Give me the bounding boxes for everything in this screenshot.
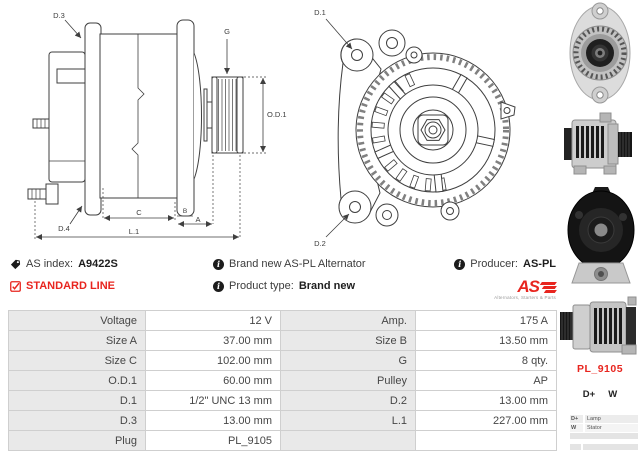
spec-label: O.D.1 [9, 371, 146, 391]
product-type-value: Brand new [298, 280, 356, 292]
info-icon [213, 259, 224, 270]
info-icon [454, 259, 465, 270]
legend-row [570, 415, 638, 423]
side-view-drawing [8, 3, 290, 253]
info-col-left [10, 256, 118, 300]
legend-empty-row [570, 444, 638, 450]
spec-label: Pulley [281, 371, 416, 391]
brand-new-text: Brand new AS-PL Alternator [229, 258, 366, 270]
dim-label-d4: D.4 [58, 224, 70, 233]
legend-empty-bar [570, 433, 638, 439]
standard-line [10, 278, 118, 294]
info-col-right [454, 256, 556, 302]
spec-label: Size C [9, 351, 146, 371]
table-row [9, 311, 557, 331]
table-row [9, 411, 557, 431]
plug-code: PL_9105 [576, 363, 624, 375]
spec-value: 13.00 mm [146, 411, 281, 431]
spec-label: Plug [9, 431, 146, 451]
spec-label: Voltage [9, 311, 146, 331]
spec-value [416, 431, 557, 451]
product-type-label: Product type: [229, 280, 294, 292]
spec-label: Amp. [281, 311, 416, 331]
spec-value: 13.00 mm [416, 391, 557, 411]
dim-label-d2: D.2 [314, 239, 326, 248]
info-icon [213, 281, 224, 292]
legend-pin: W [570, 424, 583, 432]
legend-row [570, 424, 638, 432]
plug-pin-legend [570, 415, 638, 450]
spec-value: 175 A [416, 311, 557, 331]
tag-icon [10, 259, 21, 270]
spec-value: 227.00 mm [416, 411, 557, 431]
product-photo-side-1 [560, 110, 640, 178]
legend-desc: Lamp [585, 415, 638, 423]
pin-label-dplus: D+ [582, 389, 596, 400]
as-pl-logo-text: AS [517, 277, 539, 296]
spec-label: L.1 [281, 411, 416, 431]
spec-value: 8 qty. [416, 351, 557, 371]
as-index-value: A9422S [78, 258, 118, 270]
product-type-line [213, 278, 366, 294]
front-view-drawing [288, 3, 558, 253]
as-pl-logo-tagline: Alternators, Starters & Parts [494, 295, 556, 300]
producer-label: Producer: [470, 258, 518, 270]
dim-label-od1: O.D.1 [267, 110, 287, 119]
producer-value: AS-PL [523, 258, 556, 270]
dim-label-b: B [182, 208, 188, 215]
table-row [9, 331, 557, 351]
spec-value: 13.50 mm [416, 331, 557, 351]
spec-label [281, 431, 416, 451]
as-pl-logo-stripes-icon [541, 281, 556, 294]
brand-new-line [213, 256, 366, 272]
table-row [9, 371, 557, 391]
spec-label: D.1 [9, 391, 146, 411]
as-index-line [10, 256, 118, 272]
spec-value: 12 V [146, 311, 281, 331]
legend-desc: Stator [585, 424, 638, 432]
dim-label-d1: D.1 [314, 8, 326, 17]
dim-label-c: C [136, 208, 142, 217]
spec-label: G [281, 351, 416, 371]
table-row [9, 351, 557, 371]
product-photo-rear [565, 185, 638, 288]
product-photo-front [562, 2, 638, 104]
as-index-label: AS index: [26, 258, 74, 270]
dim-label-d3: D.3 [53, 11, 65, 20]
table-row [9, 391, 557, 411]
spec-table [8, 310, 557, 451]
spec-label: D.3 [9, 411, 146, 431]
producer-line [454, 256, 556, 272]
plug-pin-labels [560, 389, 640, 400]
legend-pin: D+ [570, 415, 583, 423]
table-row [9, 431, 557, 451]
dim-label-a: A [195, 215, 201, 224]
dim-label-g: G [224, 27, 230, 36]
checkbox-checked-icon [10, 281, 21, 292]
spec-value: AP [416, 371, 557, 391]
spec-value: 102.00 mm [146, 351, 281, 371]
pin-label-w: W [608, 389, 618, 400]
info-col-center [213, 256, 366, 300]
spec-label: D.2 [281, 391, 416, 411]
dim-label-l1: L.1 [128, 227, 140, 236]
spec-value: 1/2" UNC 13 mm [146, 391, 281, 411]
spec-label: Size B [281, 331, 416, 351]
spec-label: Size A [9, 331, 146, 351]
product-photo-side-2 [558, 295, 640, 357]
standard-line-label: STANDARD LINE [26, 280, 116, 292]
product-info-bar [8, 256, 556, 308]
spec-value: PL_9105 [146, 431, 281, 451]
spec-value: 60.00 mm [146, 371, 281, 391]
as-pl-logo [494, 279, 556, 300]
spec-value: 37.00 mm [146, 331, 281, 351]
